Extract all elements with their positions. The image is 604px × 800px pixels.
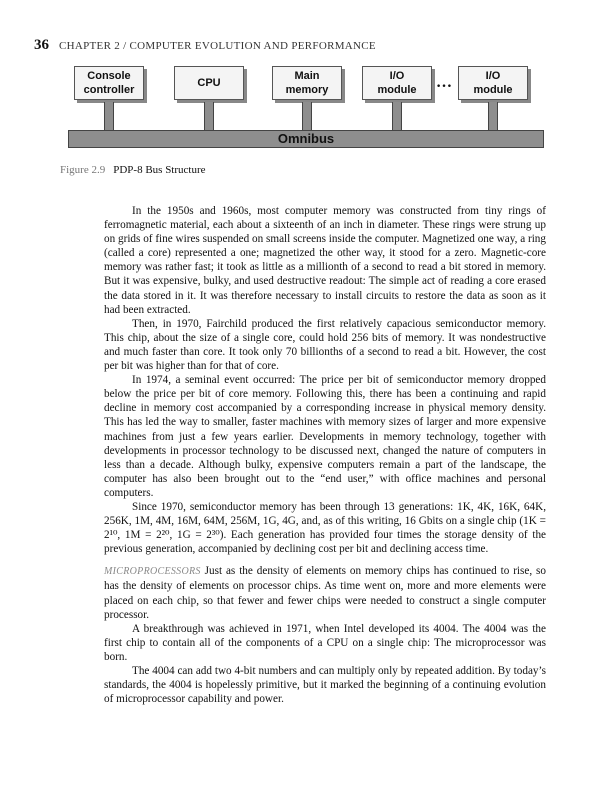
main-memory-box: Main memory bbox=[272, 66, 342, 100]
paragraph: Then, in 1970, Fairchild produced the first relatively capacious semiconductor memory. This chip, about the size of a single core, could hold 256 bits of memory. It was nondestructive and much faster than core. It took only 70 billionths of a second to read a bit. However, the cost per bit was higher than for that of core. bbox=[104, 317, 546, 373]
bus-connector bbox=[104, 102, 114, 132]
bus-connector bbox=[488, 102, 498, 132]
console-controller-box: Console controller bbox=[74, 66, 144, 100]
paragraph: Just as the density of elements on memory chips has continued to rise, so has the density of elements on processor chips. As time went on, more and more elements were placed on each chip, so that fewer and fewer chips were needed to construct a single computer processor. bbox=[104, 565, 547, 621]
figure-label: Figure 2.9 bbox=[60, 164, 106, 176]
page-header bbox=[34, 36, 376, 54]
section-heading: MICROPROCESSORS bbox=[104, 566, 201, 578]
omnibus-bar: Omnibus bbox=[68, 130, 544, 148]
body-text bbox=[104, 204, 546, 706]
paragraph: Since 1970, semiconductor memory has been through 13 generations: 1K, 4K, 16K, 64K, 256K, 1M, 4M, 16M, 64M, 256M, 1G, 4G, and, as of this writing, 16 Gbits on a single chip (1K = 2¹⁰, 1M = 2²⁰, 1G = 2³⁰). Each generation has provided four times the storage density of the previous generation, accompanied by declining cost per bit and declining access time. bbox=[104, 500, 546, 556]
io-module-box-2: I/O module bbox=[458, 66, 528, 100]
chapter-title: CHAPTER 2 / COMPUTER EVOLUTION AND PERFORMANCE bbox=[59, 40, 376, 52]
microprocessors-section bbox=[104, 564, 546, 621]
paragraph: A breakthrough was achieved in 1971, when Intel developed its 4004. The 4004 was the first chip to contain all of the components of a CPU on a single chip: The microprocessor was born. bbox=[104, 622, 546, 663]
paragraph: In the 1950s and 1960s, most computer memory was constructed from tiny rings of ferromagnetic material, each about a sixteenth of an inch in diameter. These rings were strung up on grids of fine wires suspended on small screens inside the computer. Magnetized one way, a ring (called a core) represented a one; magnetized the other way, it stood for a zero. Magnetic-core memory was rather fast; it took as little as a millionth of a second to read a bit stored in memory. But it was expensive, bulky, and used destructive readout: The simple act of reading a core erased the data stored in it. It was therefore necessary to install circuits to restore the data as soon as it had been extracted. bbox=[104, 205, 546, 316]
figure-title: PDP-8 Bus Structure bbox=[113, 164, 206, 176]
ellipsis: … bbox=[436, 74, 452, 91]
io-module-box-1: I/O module bbox=[362, 66, 432, 100]
figure-caption bbox=[60, 164, 206, 176]
page-number: 36 bbox=[34, 37, 49, 53]
paragraph: The 4004 can add two 4-bit numbers and can multiply only by repeated addition. By today’s standards, the 4004 is hopelessly primitive, but it marked the beginning of a continuing evolution of microprocessor capability and power. bbox=[104, 665, 546, 706]
pdp8-bus-diagram bbox=[60, 62, 560, 162]
cpu-box: CPU bbox=[174, 66, 244, 100]
bus-connector bbox=[302, 102, 312, 132]
paragraph: In 1974, a seminal event occurred: The price per bit of semiconductor memory dropped below the price per bit of core memory. Following this, there has been a continuing and rapid decline in memory cost accompanied by a corresponding increase in physical memory density. This has led the way to smaller, faster machines with memory sizes of larger and more expensive machines from just a few years earlier. Developments in memory technology, together with developments in processor technology to be discussed next, changed the nature of computers in less than a decade. Although bulky, expensive computers remain a part of the landscape, the computer has also been brought out to the “end user,” with office machines and personal computers. bbox=[104, 374, 546, 499]
bus-connector bbox=[204, 102, 214, 132]
bus-connector bbox=[392, 102, 402, 132]
